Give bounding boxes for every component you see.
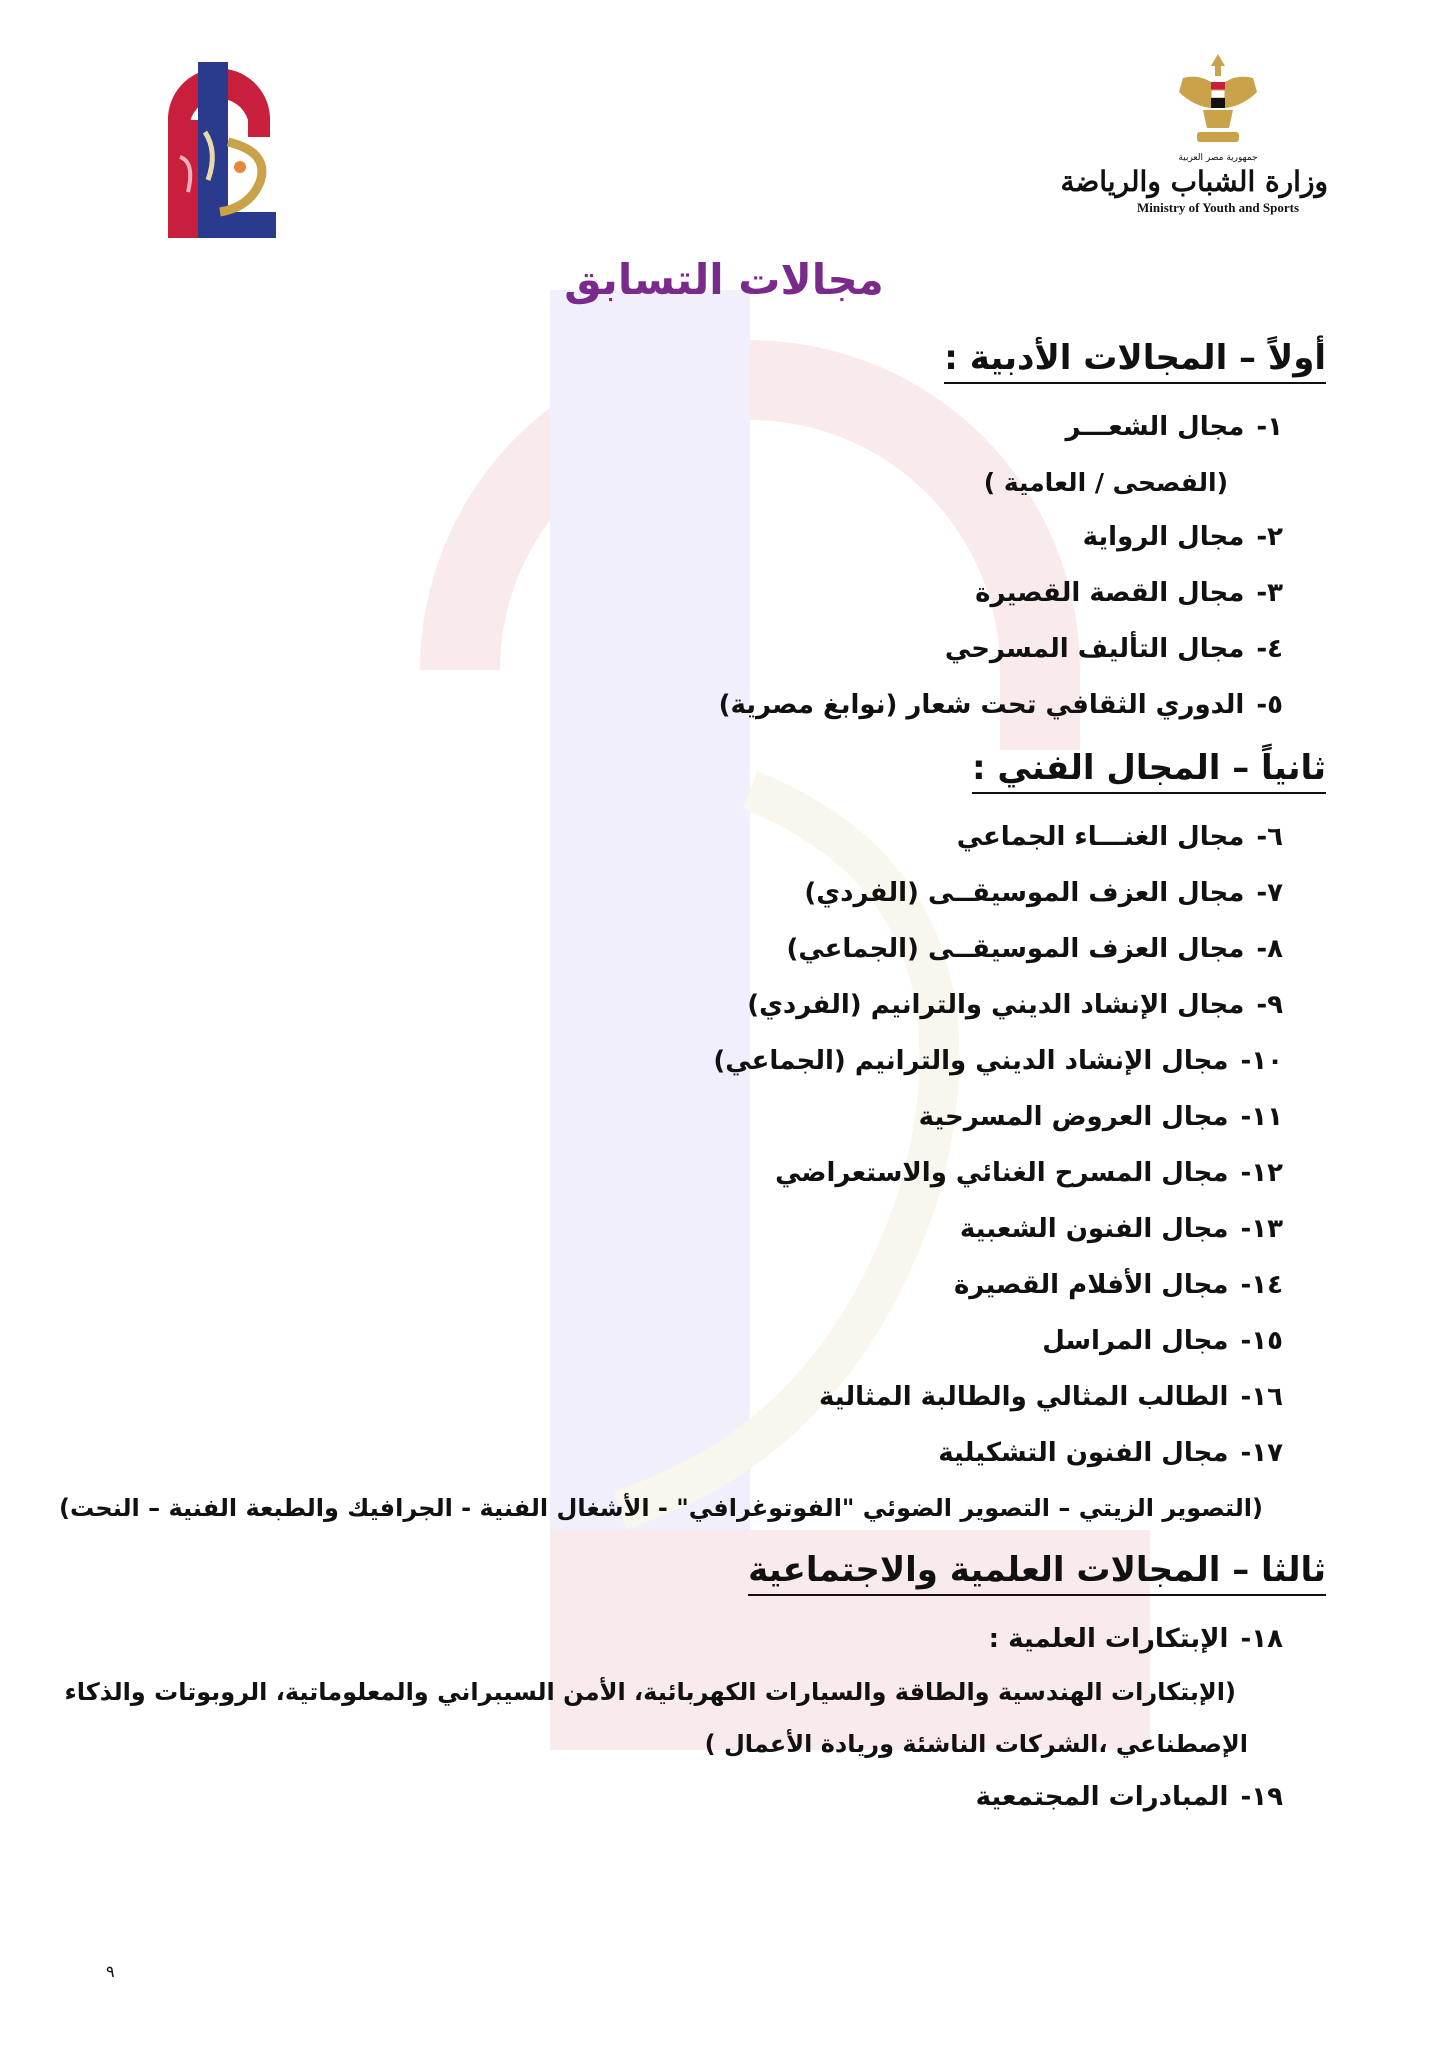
eagle-emblem-icon: [1173, 48, 1263, 152]
section-heading-literary: أولاً – المجالات الأدبية :: [944, 338, 1326, 384]
section-heading-scientific: ثالثا – المجالات العلمية والاجتماعية: [748, 1550, 1326, 1596]
list-item: ٨-مجال العزف الموسيقــى (الجماعي): [786, 934, 1283, 964]
ministry-logo: [1060, 48, 1328, 236]
item-subtext: (الفصحى / العامية ): [983, 468, 1228, 497]
list-item: ١٨-الإبتكارات العلمية :: [988, 1624, 1283, 1654]
list-item: ١٣-مجال الفنون الشعبية: [959, 1214, 1283, 1244]
list-item: ١١-مجال العروض المسرحية: [918, 1102, 1283, 1132]
list-item: ٧-مجال العزف الموسيقــى (الفردي): [804, 878, 1283, 908]
list-item: ١٤-مجال الأفلام القصيرة: [953, 1270, 1283, 1300]
list-item: ٩-مجال الإنشاد الديني والترانيم (الفردي): [747, 990, 1283, 1020]
ministry-name-en: Ministry of Youth and Sports: [1136, 200, 1300, 215]
list-item: ٣-مجال القصة القصيرة: [975, 578, 1283, 608]
list-item: ١٩-المبادرات المجتمعية: [975, 1782, 1283, 1812]
list-item: ٤-مجال التأليف المسرحي: [944, 634, 1283, 664]
section-heading-artistic: ثانياً – المجال الفني :: [972, 748, 1326, 794]
festival-12-logo: [160, 62, 278, 242]
item-subtext: الإصطناعي ،الشركات الناشئة وريادة الأعمال ): [704, 1730, 1248, 1758]
list-item: ٢-مجال الرواية: [1082, 522, 1283, 552]
ministry-name-ar: وزارة الشباب والرياضة: [1060, 165, 1328, 198]
list-item: ٦-مجال الغنـــاء الجماعي: [956, 822, 1283, 852]
list-item: ١٠-مجال الإنشاد الديني والترانيم (الجماعي): [713, 1046, 1283, 1076]
page-title: مجالات التسابق: [564, 255, 884, 304]
list-item: ١٧-مجال الفنون التشكيلية: [938, 1438, 1283, 1468]
item-subtext: (التصوير الزيتي – التصوير الضوئي "الفوتوغرافي" - الأشغال الفنية - الجرافيك والطبعة الفنية – النحت): [59, 1494, 1263, 1522]
page-number: ٩: [106, 1962, 115, 1981]
list-item: ١٦-الطالب المثالي والطالبة المثالية: [819, 1382, 1283, 1412]
item-subtext: (الإبتكارات الهندسية والطاقة والسيارات الكهربائية، الأمن السيبراني والمعلوماتية، الروبوتات والذكاء: [64, 1678, 1236, 1706]
list-item: ٥-الدوري الثقافي تحت شعار (نوابغ مصرية): [718, 690, 1283, 720]
list-item: ١-مجال الشعـــر: [1065, 412, 1283, 442]
list-item: ١٢-مجال المسرح الغنائي والاستعراضي: [775, 1158, 1283, 1188]
ministry-republic-text: جمهورية مصر العربية: [1178, 153, 1258, 163]
list-item: ١٥-مجال المراسل: [1042, 1326, 1283, 1356]
